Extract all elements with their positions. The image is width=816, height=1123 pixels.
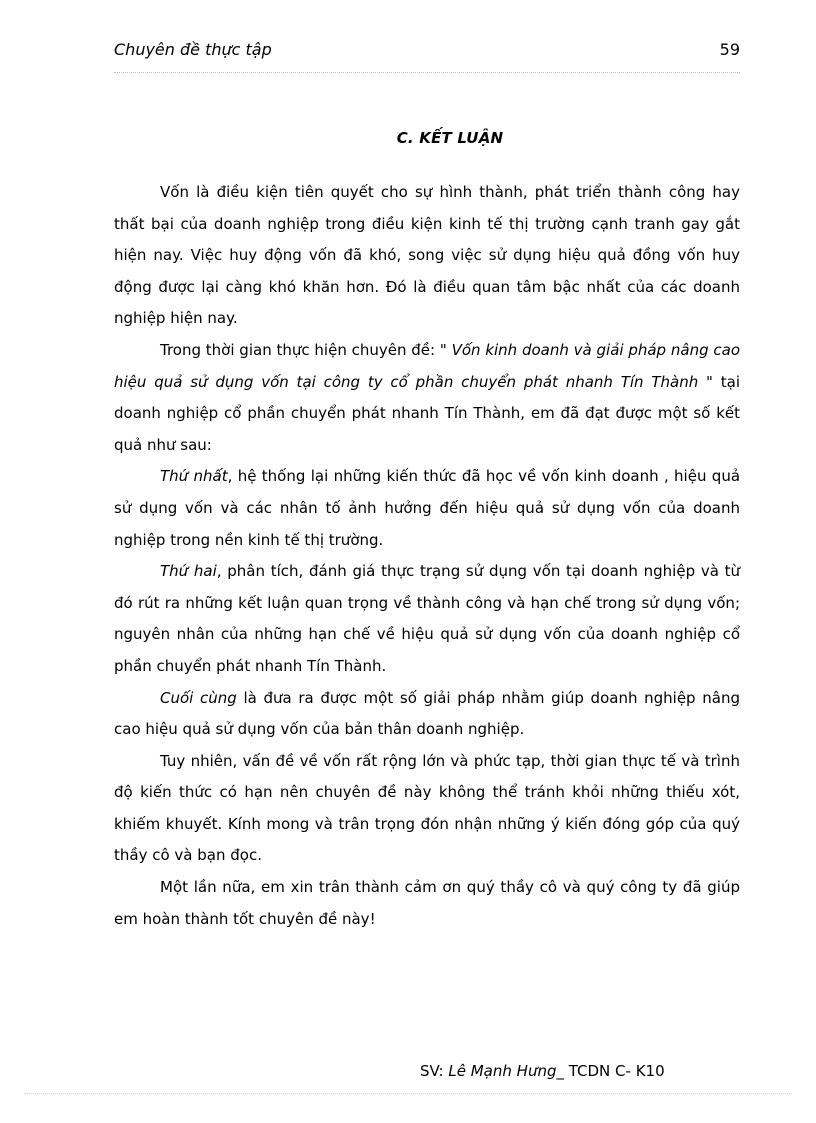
footer-divider — [24, 1093, 792, 1094]
paragraph — [114, 556, 740, 682]
paragraph: Một lần nữa, em xin trân thành cảm ơn quý thầy cô và quý công ty đã giúp em hoàn thành tốt chuyên đề này! — [114, 878, 740, 928]
paragraph-lead: Thứ hai — [160, 562, 217, 581]
header-title: Chuyên đề thực tập — [114, 40, 272, 59]
paragraph-rest: , phân tích, đánh giá thực trạng sử dụng vốn tại doanh nghiệp và từ đó rút ra những kết luận quan trọng về thành công và hạn chế trong sử dụng vốn; nguyên nhân của những hạn chế về hiệu quả sử dụng vốn của doanh nghiệp cổ phần chuyển phát nhanh Tín Thành. — [114, 562, 741, 675]
page-header — [114, 40, 740, 64]
header-divider — [114, 72, 740, 73]
footer-suffix: _ TCDN C- K10 — [556, 1062, 665, 1080]
footer-prefix: SV: — [420, 1062, 449, 1080]
paragraph-lead: Cuối cùng — [160, 688, 237, 707]
paragraph-lead: Trong thời gian thực hiện chuyên đề: " — [160, 340, 452, 359]
page-footer — [420, 1062, 665, 1080]
paragraph-rest: là đưa ra được một số giải pháp nhằm giúp doanh nghiệp nâng cao hiệu quả sử dụng vốn của bản thân doanh nghiệp. — [114, 688, 740, 739]
body-text — [114, 177, 740, 935]
paragraph: Tuy nhiên, vấn đề về vốn rất rộng lớn và phức tạp, thời gian thực tế và trình độ kiến thức có hạn nên chuyên đề này không thể tránh khỏi những thiếu xót, khiếm khuyết. Kính mong và trân trọng đón nhận những ý kiến đóng góp của quý thầy cô và bạn đọc. — [114, 751, 740, 865]
paragraph — [114, 683, 740, 746]
paragraph-rest: " tại doanh nghiệp cổ phần chuyển phát nhanh Tín Thành, em đã đạt được một số kết quả như sau: — [114, 372, 740, 454]
page-number: 59 — [719, 40, 740, 59]
thesis-title: Vốn kinh doanh và giải pháp nâng cao hiệu quả sử dụng vốn tại công ty cổ phần chuyển phát nhanh Tín Thành — [114, 340, 740, 391]
paragraph-lead: Thứ nhất — [160, 467, 228, 486]
paragraph — [114, 461, 740, 556]
student-name: Lê Mạnh Hưng — [448, 1062, 557, 1080]
paragraph — [114, 335, 740, 461]
paragraph: Vốn là điều kiện tiên quyết cho sự hình thành, phát triển thành công hay thất bại của doanh nghiệp trong điều kiện kinh tế thị trường cạnh tranh gay gắt hiện nay. Việc huy động vốn đã khó, song việc sử dụng hiệu quả đồng vốn huy động được lại càng khó khăn hơn. Đó là điều quan tâm bậc nhất của các doanh nghiệp hiện nay. — [114, 183, 740, 328]
paragraph-rest: , hệ thống lại những kiến thức đã học về vốn kinh doanh , hiệu quả sử dụng vốn và các nhân tố ảnh hưởng đến hiệu quả sử dụng vốn của doanh nghiệp trong nền kinh tế thị trường. — [114, 467, 741, 549]
section-heading: C. KẾT LUẬN — [396, 129, 504, 147]
